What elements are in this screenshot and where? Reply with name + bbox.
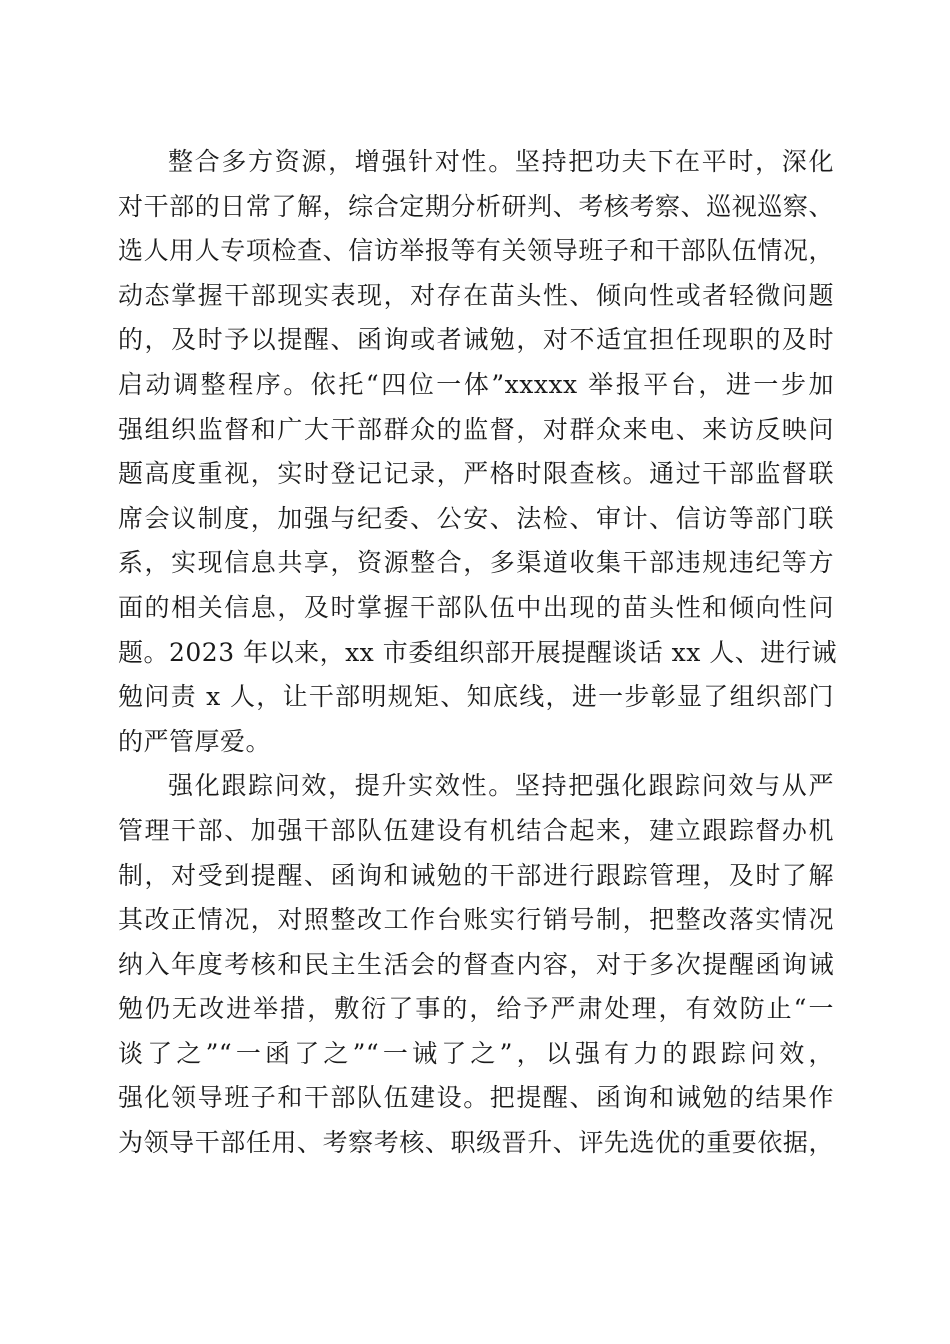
text-line: 的，及时予以提醒、函询或者诫勉，对不适宜担任现职的及时 [118, 325, 834, 355]
paragraph-follow-up-accountability [118, 764, 834, 1165]
text-line: 系，实现信息共享，资源整合，多渠道收集干部违规违纪等方 [118, 548, 834, 578]
text-line: 题高度重视，实时登记记录，严格时限查核。通过干部监督联 [118, 459, 834, 489]
text-line: 整合多方资源，增强针对性。坚持把功夫下在平时，深化 [168, 147, 834, 176]
text-line: 题。2023 年以来，xx 市委组织部开展提醒谈话 xx 人、进行诫 [118, 637, 837, 667]
text-line: 管理干部、加强干部队伍建设有机结合起来，建立跟踪督办机 [118, 815, 834, 845]
text-line: 谈了之”“一函了之”“一诫了之”，以强有力的跟踪问效， [118, 1038, 834, 1068]
text-line: 制，对受到提醒、函询和诫勉的干部进行跟踪管理，及时了解 [118, 860, 834, 890]
text-line: 其改正情况，对照整改工作台账实行销号制，把整改落实情况 [118, 905, 834, 935]
text-line: 纳入年度考核和民主生活会的督查内容，对于多次提醒函询诫 [118, 949, 834, 979]
text-line: 强组织监督和广大干部群众的监督，对群众来电、来访反映问 [118, 414, 834, 444]
text-line: 启动调整程序。依托“四位一体”xxxxx 举报平台，进一步加 [118, 369, 834, 399]
text-line: 勉仍无改进举措，敷衍了事的，给予严肃处理，有效防止“一 [118, 994, 834, 1024]
text-line: 强化领导班子和干部队伍建设。把提醒、函询和诫勉的结果作 [118, 1083, 834, 1113]
text-line: 面的相关信息，及时掌握干部队伍中出现的苗头性和倾向性问 [118, 592, 834, 622]
text-line: 对干部的日常了解，综合定期分析研判、考核考察、巡视巡察、 [118, 191, 834, 221]
text-line: 动态掌握干部现实表现，对存在苗头性、倾向性或者轻微问题 [118, 280, 834, 310]
paragraph-resource-integration [118, 140, 837, 764]
document-body [118, 140, 837, 1166]
text-line: 为领导干部任用、考察考核、职级晋升、评先选优的重要依据， [118, 1128, 834, 1158]
text-line: 的严管厚爱。 [118, 726, 272, 756]
text-line: 勉问责 x 人，让干部明规矩、知底线，进一步彰显了组织部门 [118, 682, 834, 712]
text-line: 强化跟踪问效，提升实效性。坚持把强化跟踪问效与从严 [168, 771, 834, 801]
text-line: 选人用人专项检查、信访举报等有关领导班子和干部队伍情况， [118, 236, 834, 266]
text-line: 席会议制度，加强与纪委、公安、法检、审计、信访等部门联 [118, 503, 834, 533]
